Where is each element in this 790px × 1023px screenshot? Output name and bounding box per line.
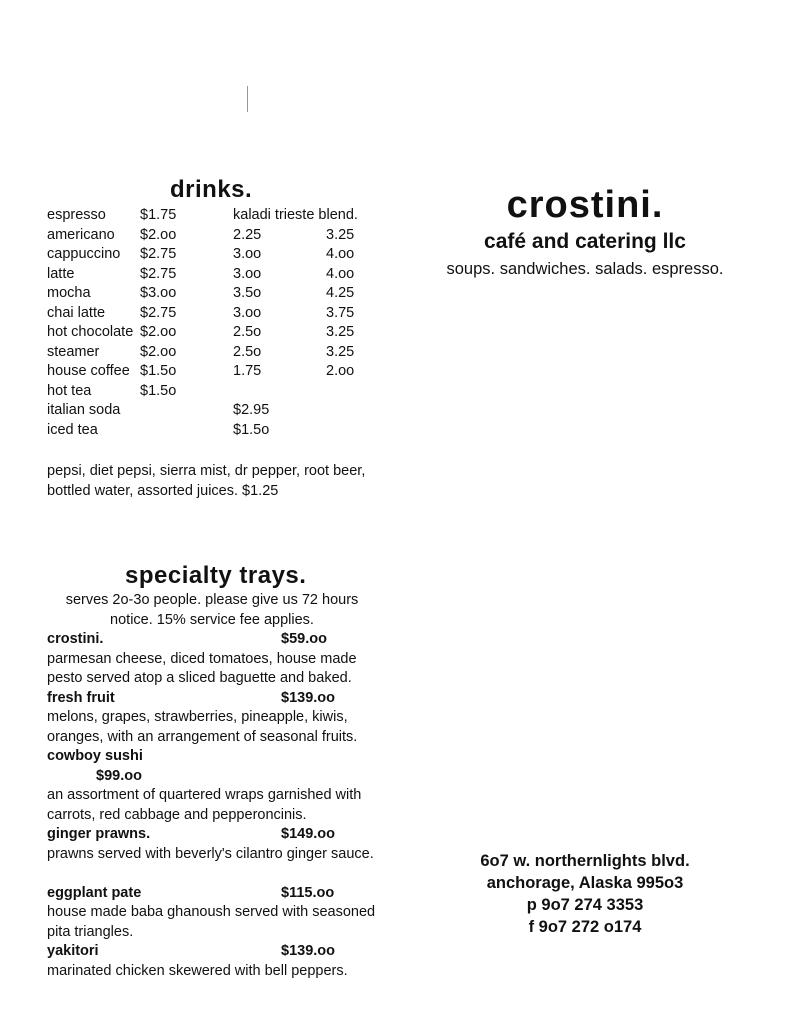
tray-item — [47, 825, 387, 864]
tray-description: marinated chicken skewered with bell peppers. — [47, 962, 348, 979]
tray-name: crostini. — [47, 631, 104, 647]
tray-price: $99.oo — [96, 767, 142, 784]
drink-name: latte — [47, 265, 75, 282]
drink-price-small: 2.5o — [233, 324, 262, 340]
drink-price-large: 4.oo — [326, 265, 355, 282]
drink-price-small: 2.25 — [233, 226, 262, 243]
tray-name: cowboy sushi — [47, 748, 143, 764]
tray-price: $115.oo — [281, 884, 335, 901]
drink-price-small: 3.oo — [233, 304, 262, 321]
contact-block — [430, 850, 740, 938]
tray-heading — [47, 747, 387, 767]
brand-name: crostini. — [506, 184, 664, 226]
drink-price-small: 3.5o — [233, 285, 262, 301]
drink-price: $1.75 — [140, 207, 177, 223]
drink-price-small: 1.75 — [233, 363, 262, 379]
address-line-1: 6o7 w. northernlights blvd. — [480, 852, 690, 870]
drink-price: $2.oo — [140, 343, 177, 360]
drink-price-large: 3.75 — [326, 304, 355, 321]
drinks-blend-header: kaladi trieste blend. — [233, 207, 358, 223]
trays-note: serves 2o-3o people. please give us 72 hours notice. 15% service fee applies. — [65, 592, 359, 628]
tray-description: an assortment of quartered wraps garnished with carrots, red cabbage and pepperoncinis. — [47, 787, 362, 823]
drink-name: italian soda — [47, 402, 121, 418]
drink-name: mocha — [47, 285, 91, 301]
drink-name: house coffee — [47, 363, 130, 379]
drink-price-large: 3.25 — [326, 226, 355, 243]
tray-description: melons, grapes, strawberries, pineapple, kiwis, oranges, with an arrangement of seasonal fruits. — [47, 709, 358, 745]
soft-drinks-note: pepsi, diet pepsi, sierra mist, dr pepper, root beer, bottled water, assorted juices. $1.25 — [47, 463, 366, 499]
tray-name: yakitori — [47, 943, 99, 959]
drink-price-small: 2.5o — [233, 343, 262, 360]
fax-number: f 9o7 272 o174 — [528, 918, 642, 936]
drinks-title: drinks. — [170, 176, 253, 203]
tray-price: $139.oo — [281, 689, 335, 706]
address-line-2: anchorage, Alaska 995o3 — [486, 874, 684, 892]
brand-subtitle: café and catering llc — [484, 230, 686, 253]
drink-price-large: 4.oo — [326, 246, 355, 262]
tray-item — [47, 630, 387, 689]
drink-name: espresso — [47, 207, 106, 223]
tray-heading — [47, 884, 387, 904]
tray-heading — [47, 825, 387, 845]
drink-price-small: $2.95 — [233, 402, 270, 418]
tray-price: $139.oo — [281, 943, 335, 959]
drink-price-small: 3.oo — [233, 265, 262, 282]
drink-name: chai latte — [47, 304, 106, 321]
tray-name: fresh fruit — [47, 689, 115, 706]
brand-tagline: soups. sandwiches. salads. espresso. — [446, 260, 724, 278]
drink-price-large: 2.oo — [326, 363, 355, 379]
drink-price-large: 4.25 — [326, 285, 355, 301]
tray-name: eggplant pate — [47, 884, 142, 901]
drink-name: hot tea — [47, 382, 92, 399]
drink-price: $2.75 — [140, 265, 177, 282]
drink-price: $1.5o — [140, 363, 177, 379]
tray-item — [47, 884, 387, 943]
tray-heading — [47, 942, 387, 962]
drink-price-large: 3.25 — [326, 343, 355, 360]
tray-price: $59.oo — [281, 631, 327, 647]
tray-description: prawns served with beverly's cilantro ginger sauce. — [47, 845, 374, 862]
drink-price: $1.5o — [140, 382, 177, 399]
drink-price: $2.oo — [140, 226, 177, 243]
drink-price: $2.75 — [140, 304, 177, 321]
tray-item — [47, 689, 387, 748]
drink-name: americano — [47, 226, 115, 243]
tray-price: $149.oo — [281, 826, 335, 842]
drink-price-large: 3.25 — [326, 324, 355, 340]
tray-description: house made baba ghanoush served with seasoned pita triangles. — [47, 904, 376, 940]
drink-price: $2.oo — [140, 324, 177, 340]
drink-name: iced tea — [47, 421, 98, 438]
drink-price-small: 3.oo — [233, 246, 262, 262]
tray-name: ginger prawns. — [47, 826, 151, 842]
drink-name: steamer — [47, 343, 100, 360]
tray-heading — [47, 630, 387, 650]
drink-name: cappuccino — [47, 246, 121, 262]
drink-price: $3.oo — [140, 285, 177, 301]
drink-price: $2.75 — [140, 246, 177, 262]
drink-name: hot chocolate — [47, 324, 134, 340]
tray-item — [47, 942, 387, 981]
phone-number: p 9o7 274 3353 — [526, 896, 644, 914]
tray-item — [47, 747, 387, 825]
drink-price-small: $1.5o — [233, 421, 270, 438]
fold-mark — [247, 86, 248, 112]
tray-heading — [47, 689, 387, 709]
trays-title: specialty trays. — [125, 562, 307, 589]
tray-description: parmesan cheese, diced tomatoes, house made pesto served atop a sliced baguette and baked. — [47, 650, 357, 686]
